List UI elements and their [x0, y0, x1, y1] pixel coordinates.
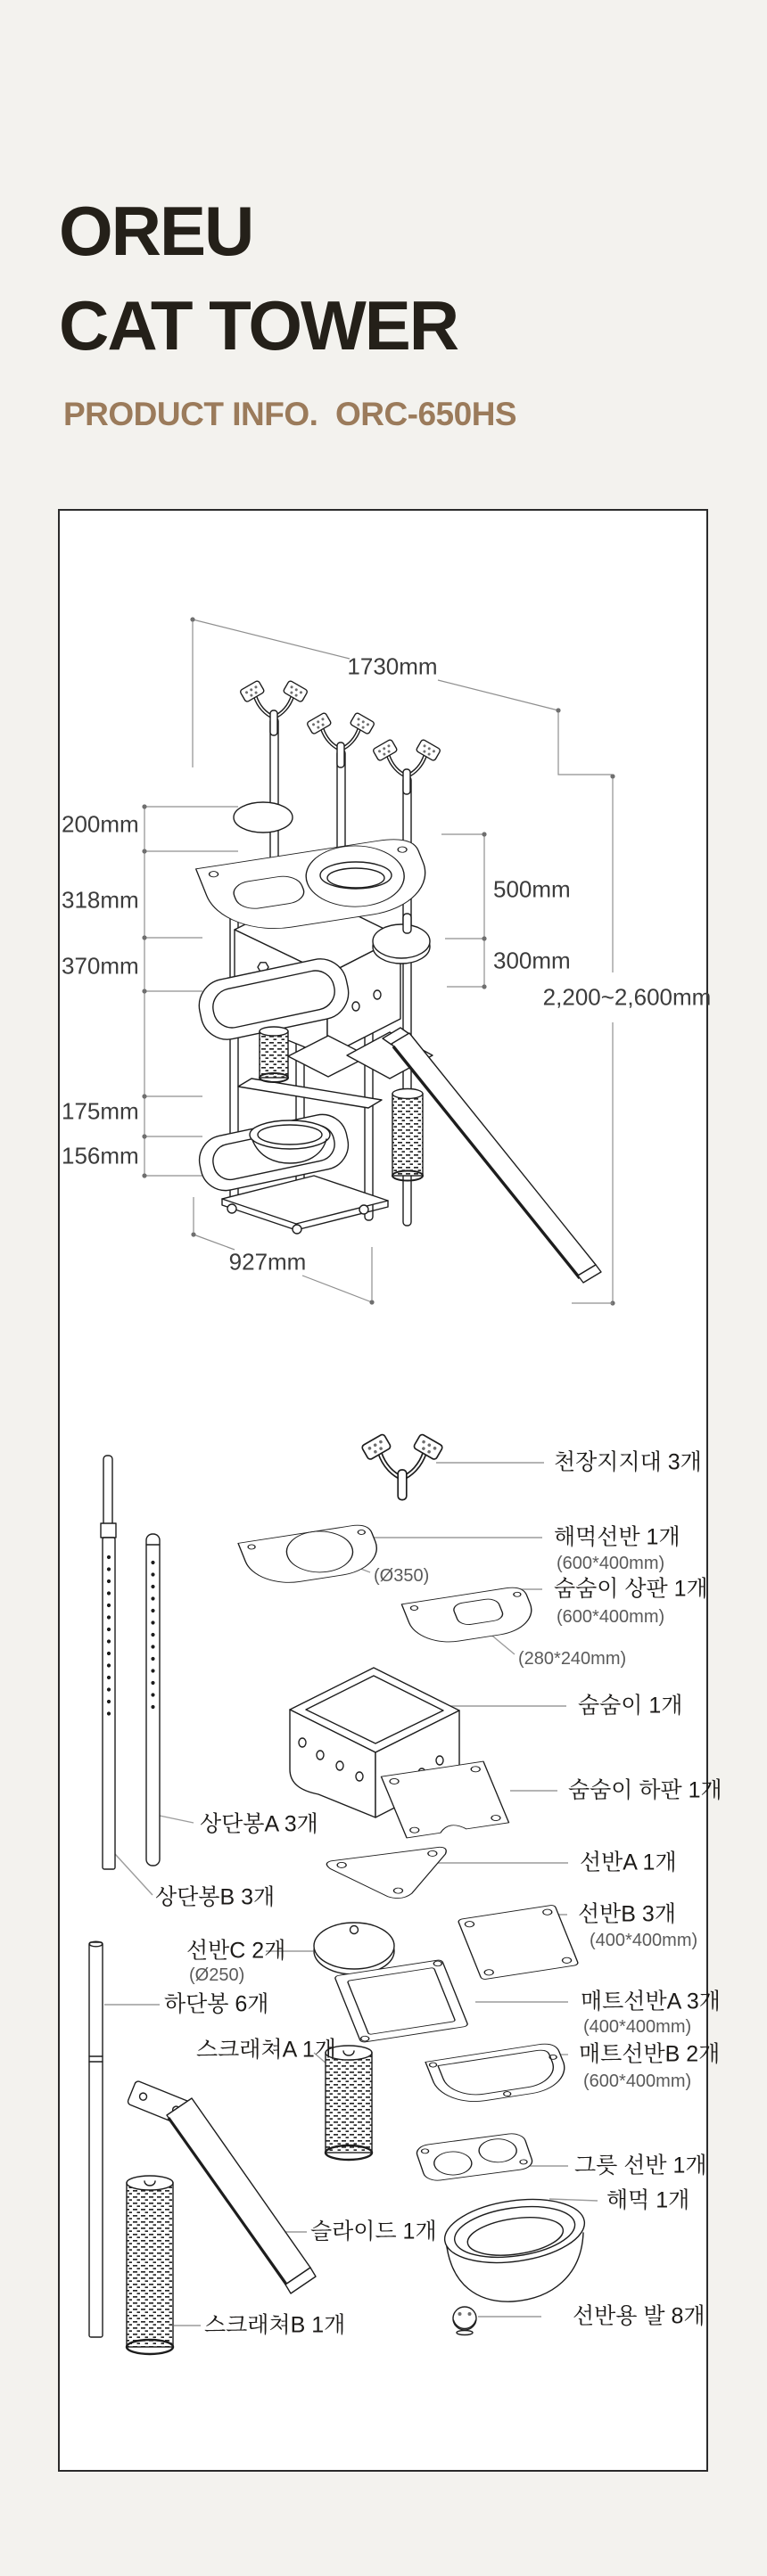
dim-318: 318mm: [62, 886, 139, 914]
part-hole-hideout-top: (280*240mm): [518, 1649, 627, 1669]
part-ceiling-support-drawing: [361, 1433, 443, 1499]
part-label-ceiling-support: 천장지지대 3개: [554, 1449, 702, 1475]
part-hammock-drawing: [441, 2191, 589, 2301]
title-line1: OREU: [59, 192, 253, 270]
dim-top-width: 1730mm: [347, 652, 438, 680]
title-line2: CAT TOWER: [59, 286, 458, 365]
part-label-hideout-bottom: 숨숨이 하판 1개: [568, 1777, 722, 1803]
part-size-shelf-b: (400*400mm): [590, 1931, 698, 1950]
diagram-panel: [58, 509, 722, 2472]
part-mat-shelf-b-drawing: [425, 2042, 573, 2107]
dim-total-height: 2,200~2,600mm: [542, 983, 712, 1011]
part-label-shelf-a: 선반A 1개: [580, 1850, 677, 1875]
part-upper-pole-b-drawing: [101, 1456, 116, 1869]
part-hammock-shelf-drawing: [238, 1523, 386, 1588]
part-shelf-a-drawing: [326, 1847, 460, 1906]
part-label-shelf-feet: 선반용 발 8개: [573, 2303, 705, 2329]
dim-156: 156mm: [62, 1142, 139, 1169]
part-label-hideout: 숨숨이 1개: [578, 1693, 683, 1719]
part-label-shelf-b: 선반B 3개: [578, 1901, 676, 1927]
part-size-hideout-top: (600*400mm): [557, 1607, 665, 1627]
tower-isometric-drawing: [194, 680, 601, 1283]
dim-175: 175mm: [62, 1097, 139, 1125]
part-label-lower-pole: 하단봉 6개: [164, 1991, 269, 2017]
part-label-scratcher-a: 스크래쳐A 1개: [196, 2037, 336, 2063]
part-shelf-foot-drawing: [453, 2307, 476, 2335]
dim-200: 200mm: [62, 810, 139, 838]
part-label-hammock: 해먹 1개: [606, 2187, 690, 2213]
dim-300: 300mm: [493, 947, 571, 974]
part-label-hammock-shelf: 해먹선반 1개: [554, 1524, 680, 1550]
part-label-mat-shelf-a: 매트선반A 3개: [581, 1989, 721, 2014]
part-hideout-top-drawing: [401, 1586, 540, 1647]
part-scratcher-b-drawing: [127, 2176, 173, 2354]
part-size-mat-shelf-b: (600*400mm): [583, 2071, 692, 2091]
part-label-scratcher-b: 스크래쳐B 1개: [204, 2312, 346, 2338]
part-upper-pole-a-drawing: [146, 1534, 160, 1866]
part-shelf-c-drawing: [314, 1923, 394, 1974]
part-size-hammock-shelf: (600*400mm): [557, 1554, 665, 1573]
part-label-upper-pole-a: 상단봉A 3개: [200, 1811, 318, 1837]
part-hole-hammock-shelf: (Ø350): [374, 1566, 430, 1586]
part-label-upper-pole-b: 상단봉B 3개: [155, 1884, 276, 1910]
part-size-mat-shelf-a: (400*400mm): [583, 2017, 692, 2037]
part-scratcher-a-drawing: [326, 2046, 372, 2160]
part-label-mat-shelf-b: 매트선반B 2개: [579, 2041, 721, 2067]
part-bowl-shelf-drawing: [414, 2132, 534, 2182]
part-lower-pole-drawing: [89, 1941, 103, 2337]
part-label-hideout-top: 숨숨이 상판 1개: [554, 1576, 708, 1602]
part-size-shelf-c: (Ø250): [189, 1965, 245, 1985]
part-shelf-b-drawing: [458, 1905, 579, 1980]
page-title: [59, 184, 458, 373]
part-label-slide: 슬라이드 1개: [310, 2219, 437, 2244]
dim-500: 500mm: [493, 875, 571, 903]
part-label-bowl-shelf: 그릇 선반 1개: [574, 2153, 707, 2178]
part-label-shelf-c: 선반C 2개: [186, 1938, 286, 1964]
dim-base-depth: 927mm: [228, 1248, 307, 1276]
dim-370: 370mm: [62, 952, 139, 980]
subtitle-product-code: PRODUCT INFO. ORC-650HS: [63, 396, 517, 432]
